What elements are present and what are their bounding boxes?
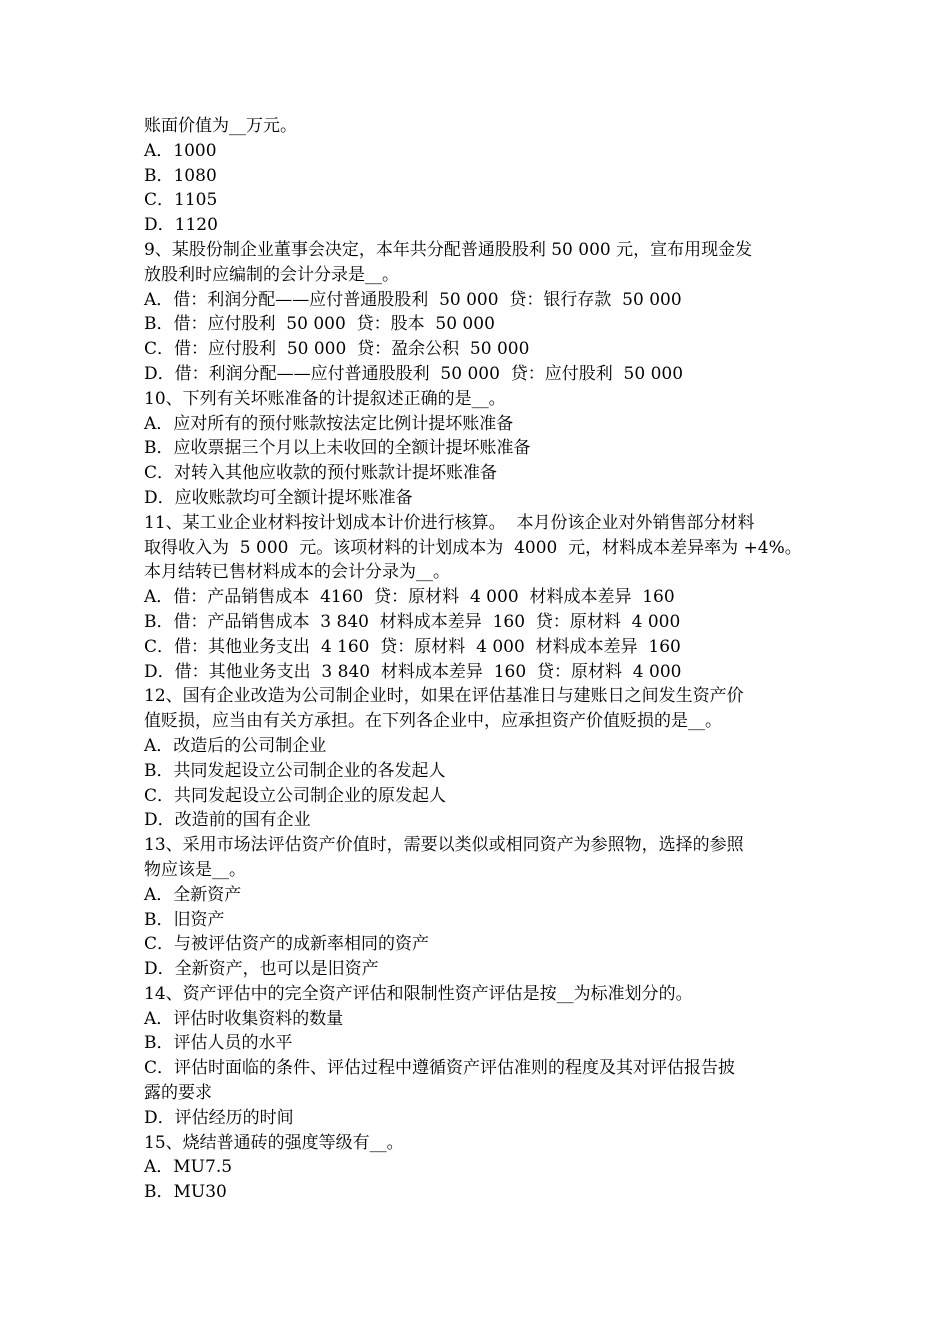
option-line: B．借：产品销售成本 3 840 材料成本差异 160 贷：原材料 4 000	[144, 611, 681, 632]
option-line: A．评估时收集资料的数量	[144, 1008, 344, 1029]
option-line: C．1105	[144, 190, 218, 211]
option-line: A．1000	[144, 140, 217, 161]
question-line: 13、采用市场法评估资产价值时，需要以类似或相同资产为参照物，选择的参照	[144, 835, 744, 856]
question-line: 11、某工业企业材料按计划成本计价进行核算。 本月份该企业对外销售部分材料	[144, 512, 755, 533]
question-line: 10、下列有关坏账准备的计提叙述正确的是__。	[144, 388, 506, 409]
question-line: 12、国有企业改造为公司制企业时，如果在评估基准日与建账日之间发生资产价	[144, 686, 744, 707]
question-line: 9、某股份制企业董事会决定，本年共分配普通股股利 50 000 元，宣布用现金发	[144, 239, 753, 260]
option-line: D．评估经历的时间	[144, 1107, 294, 1128]
document-page	[144, 114, 814, 1205]
option-line: C．评估时面临的条件、评估过程中遵循资产评估准则的程度及其对评估报告披	[144, 1058, 736, 1079]
option-line: D．全新资产，也可以是旧资产	[144, 959, 379, 980]
option-line: C．借：应付股利 50 000 贷：盈余公积 50 000	[144, 339, 530, 360]
option-line: B．应收票据三个月以上未收回的全额计提坏账准备	[144, 438, 531, 459]
option-line: D．1120	[144, 215, 218, 236]
option-line: B．MU30	[144, 1182, 227, 1203]
option-line: A．应对所有的预付账款按法定比例计提坏账准备	[144, 413, 514, 434]
question-line: 值贬损，应当由有关方承担。在下列各企业中，应承担资产价值贬损的是__。	[144, 711, 722, 732]
option-line: B．旧资产	[144, 909, 225, 930]
option-line: C．对转入其他应收款的预付账款计提坏账准备	[144, 463, 498, 484]
option-line: D．应收账款均可全额计提坏账准备	[144, 487, 413, 508]
option-line: D．改造前的国有企业	[144, 810, 311, 831]
option-line: 露的要求	[144, 1083, 212, 1104]
option-line: D．借：其他业务支出 3 840 材料成本差异 160 贷：原材料 4 000	[144, 661, 682, 682]
option-line: A．全新资产	[144, 884, 242, 905]
option-line: C．借：其他业务支出 4 160 贷：原材料 4 000 材料成本差异 160	[144, 636, 681, 657]
option-line: C．共同发起设立公司制企业的原发起人	[144, 785, 447, 806]
option-line: C．与被评估资产的成新率相同的资产	[144, 934, 430, 955]
option-line: A．改造后的公司制企业	[144, 735, 327, 756]
option-line: B．1080	[144, 165, 217, 186]
text-line: 账面价值为__万元。	[144, 116, 297, 136]
option-line: B．借：应付股利 50 000 贷：股本 50 000	[144, 314, 495, 335]
question-line: 14、资产评估中的完全资产评估和限制性资产评估是按__为标准划分的。	[144, 983, 693, 1004]
option-line: A．借：产品销售成本 4160 贷：原材料 4 000 材料成本差异 160	[144, 587, 675, 608]
question-line: 物应该是__。	[144, 859, 246, 880]
question-line: 15、烧结普通砖的强度等级有__。	[144, 1132, 404, 1153]
option-line: B．评估人员的水平	[144, 1033, 293, 1054]
option-line: A．借：利润分配——应付普通股股利 50 000 贷：银行存款 50 000	[144, 289, 682, 310]
question-line: 取得收入为 5 000 元。该项材料的计划成本为 4000 元，材料成本差异率为 +4%。	[144, 537, 802, 558]
option-line: B．共同发起设立公司制企业的各发起人	[144, 760, 446, 781]
option-line: D．借：利润分配——应付普通股股利 50 000 贷：应付股利 50 000	[144, 363, 684, 384]
question-line: 本月结转已售材料成本的会计分录为__。	[144, 562, 450, 583]
question-line: 放股利时应编制的会计分录是__。	[144, 264, 399, 285]
option-line: A．MU7.5	[144, 1157, 233, 1178]
